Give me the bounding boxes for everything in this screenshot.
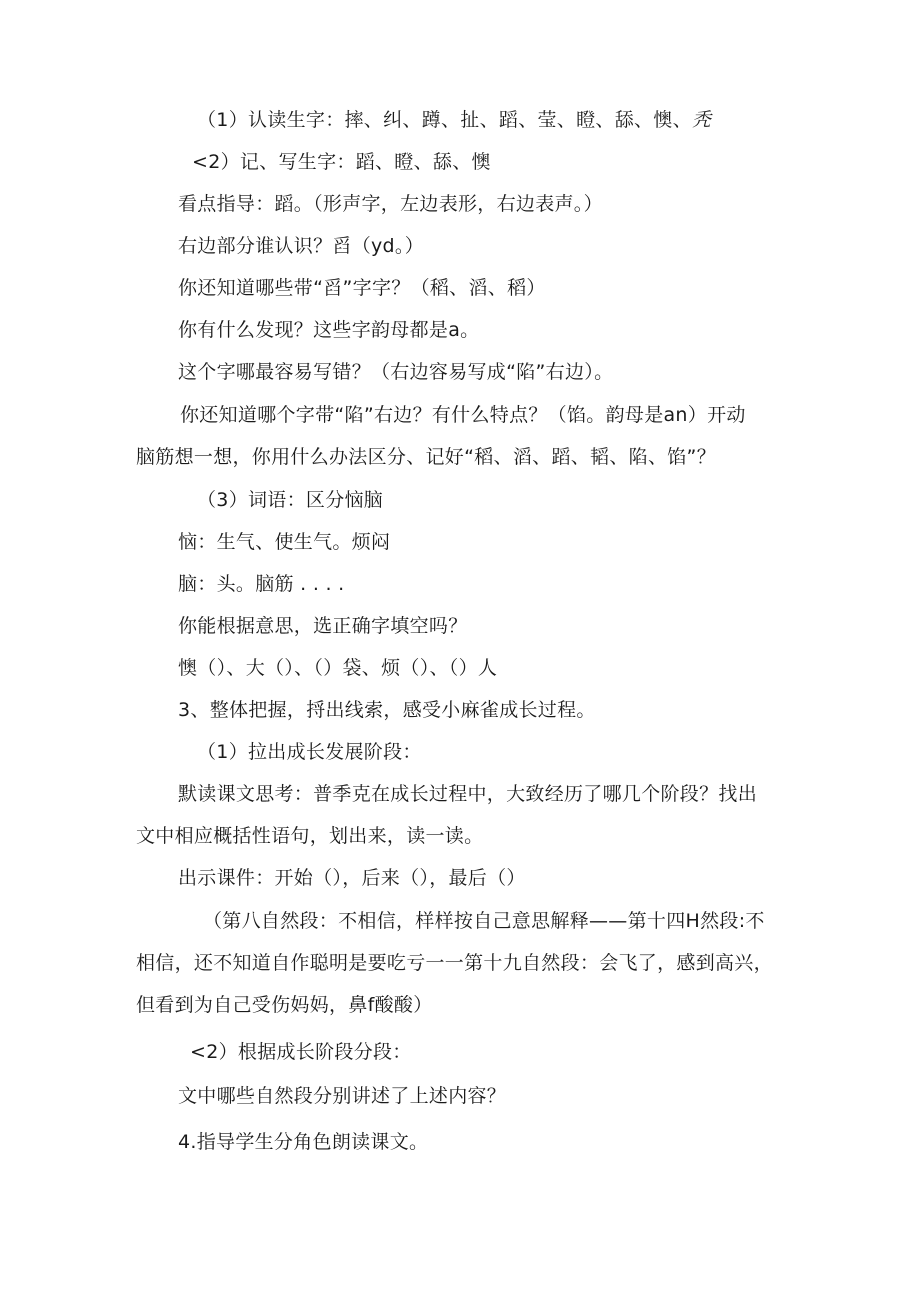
- text-line: <2）记、写生字：蹈、瞪、舔、懊: [192, 151, 491, 173]
- text-line: （1）拉出成长发展阶段：: [197, 741, 422, 763]
- text-line: 默读课文思考：普季克在成长过程中，大致经历了哪几个阶段？找出: [178, 783, 758, 805]
- text-line: 相信，还不知道自作聪明是要吃亏一一第十九自然段：会飞了，感到高兴，: [136, 952, 773, 974]
- text-line: [197, 107, 711, 133]
- text-line: 看点指导：蹈。（形声字，左边表形，右边表声。）: [178, 193, 603, 215]
- text-line-italic-char: 秃: [691, 109, 712, 131]
- text-line: 4.指导学生分角色朗读课文。: [178, 1131, 429, 1153]
- text-line: （3）词语：区分恼脑: [197, 489, 384, 511]
- text-line: 右边部分谁认识？舀（yd。）: [178, 235, 425, 257]
- text-line: 你还知道哪些带“舀”字字？（稻、滔、稻）: [178, 277, 546, 299]
- text-line: 文中哪些自然段分别讲述了上述内容？: [178, 1085, 507, 1107]
- text-line: 脑：头。脑筋 . . . .: [178, 573, 345, 595]
- text-line: 懊（）、大（）、（）袋、烦（）、（）人: [178, 657, 498, 679]
- text-line: <2）根据成长阶段分段：: [190, 1041, 412, 1063]
- text-line: 恼：生气、使生气。烦闷: [178, 531, 391, 553]
- text-line: 3、整体把握，捋出线索，感受小麻雀成长过程。: [178, 699, 596, 721]
- text-line: 出示课件：开始（），后来（），最后（）: [178, 867, 526, 889]
- text-line: 但看到为自己受伤妈妈，鼻f酸酸）: [136, 994, 433, 1016]
- text-line: 文中相应概括性语句，划出来，读一读。: [136, 825, 484, 847]
- text-line: （第八自然段：不相信，样样按自己意思解释——第十四H然段:不: [203, 910, 765, 932]
- text-line: 你能根据意思，选正确字填空吗？: [178, 615, 468, 637]
- text-line: 脑筋想一想，你用什么办法区分、记好“稻、滔、蹈、韬、陷、馅”？: [136, 446, 716, 468]
- text-line: 这个字哪最容易写错？（右边容易写成“陷”右边）。: [178, 361, 614, 383]
- text-line: 你还知道哪个字带“陷”右边？有什么特点？（馅。韵母是an）开动: [180, 404, 746, 426]
- text-line: 你有什么发现？这些字韵母都是a。: [178, 319, 480, 341]
- text-line-main: （1）认读生字：摔、纠、蹲、扯、蹈、莹、瞪、舔、懊、: [197, 109, 692, 131]
